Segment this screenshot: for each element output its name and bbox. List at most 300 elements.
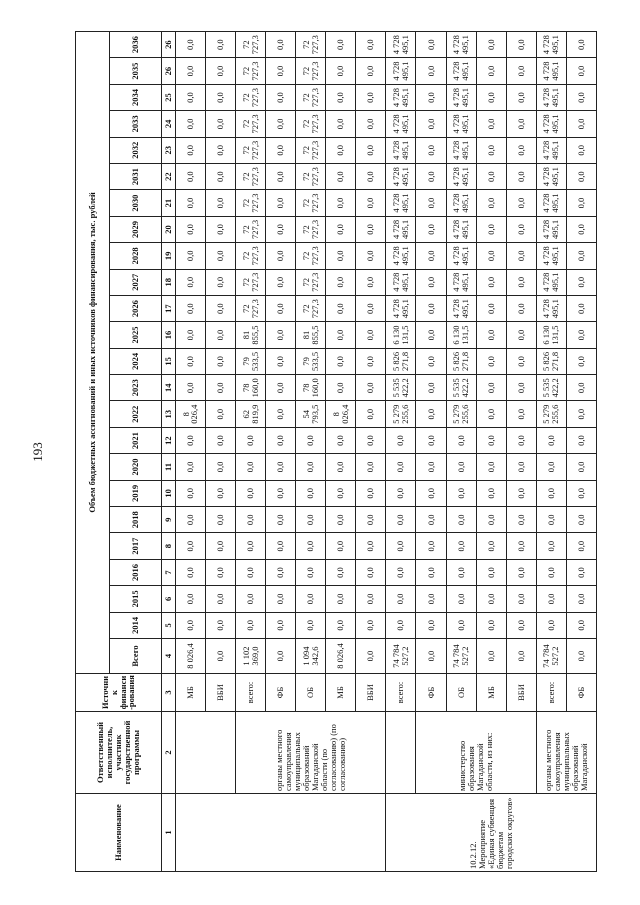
header-year: 2016 bbox=[110, 559, 162, 585]
row-year-value: 0,0 bbox=[506, 454, 536, 480]
row-year-value: 0,0 bbox=[506, 480, 536, 506]
header-year: 2035 bbox=[110, 58, 162, 84]
header-total: Всего bbox=[110, 639, 162, 674]
row-year-value: 0,0 bbox=[175, 111, 205, 137]
row-year-value: 0,0 bbox=[356, 454, 386, 480]
row-year-value: 0,0 bbox=[266, 216, 296, 242]
row-year-value: 4 728 495,1 bbox=[446, 243, 476, 269]
header-year: 2032 bbox=[110, 137, 162, 163]
row-year-value: 0,0 bbox=[326, 163, 356, 189]
row-year-value: 0,0 bbox=[356, 375, 386, 401]
budget-table-rotated bbox=[75, 32, 597, 872]
row-year-value: 0,0 bbox=[356, 533, 386, 559]
row-year-value: 72 727,3 bbox=[296, 295, 326, 321]
row-year-value: 0,0 bbox=[536, 533, 566, 559]
row-year-value: 0,0 bbox=[476, 559, 506, 585]
row-year-value: 0,0 bbox=[236, 559, 266, 585]
row-year-value: 0,0 bbox=[506, 375, 536, 401]
header-year: 2036 bbox=[110, 31, 162, 58]
row-source: ОБ bbox=[296, 674, 326, 712]
row-source: ФБ bbox=[266, 674, 296, 712]
row-year-value: 0,0 bbox=[566, 58, 596, 84]
header-year: 2021 bbox=[110, 427, 162, 453]
row-year-value: 72 727,3 bbox=[296, 269, 326, 295]
header-year: 2029 bbox=[110, 216, 162, 242]
column-number: 25 bbox=[162, 84, 176, 110]
row-year-value: 0,0 bbox=[236, 586, 266, 612]
row-year-value: 0,0 bbox=[476, 269, 506, 295]
row-year-value: 0,0 bbox=[175, 295, 205, 321]
row-year-value: 0,0 bbox=[356, 31, 386, 58]
row-year-value: 0,0 bbox=[416, 243, 446, 269]
row-year-value: 0,0 bbox=[266, 31, 296, 58]
row-year-value: 0,0 bbox=[476, 163, 506, 189]
row-year-value: 0,0 bbox=[476, 84, 506, 110]
row-year-value: 0,0 bbox=[416, 31, 446, 58]
row-year-value: 0,0 bbox=[266, 163, 296, 189]
row-year-value: 79 533,5 bbox=[236, 348, 266, 374]
row-total: 1 102 369,0 bbox=[236, 639, 266, 674]
row-year-value: 0,0 bbox=[476, 401, 506, 427]
row-year-value: 0,0 bbox=[266, 586, 296, 612]
row-year-value: 0,0 bbox=[416, 84, 446, 110]
row-year-value: 0,0 bbox=[506, 243, 536, 269]
row-year-value: 0,0 bbox=[386, 480, 416, 506]
row-year-value: 4 728 495,1 bbox=[386, 58, 416, 84]
row-year-value: 0,0 bbox=[296, 586, 326, 612]
row-year-value: 0,0 bbox=[476, 612, 506, 638]
row-year-value: 5 535 422,2 bbox=[386, 375, 416, 401]
row-year-value: 72 727,3 bbox=[236, 31, 266, 58]
row-year-value: 4 728 495,1 bbox=[536, 31, 566, 58]
row-year-value: 4 728 495,1 bbox=[386, 31, 416, 58]
header-year: 2014 bbox=[110, 612, 162, 638]
row-source: всего: bbox=[386, 674, 416, 712]
column-number: 6 bbox=[162, 586, 176, 612]
header-year: 2034 bbox=[110, 84, 162, 110]
row-year-value: 0,0 bbox=[566, 84, 596, 110]
row-year-value: 0,0 bbox=[326, 559, 356, 585]
row-total: 8 026,4 bbox=[175, 639, 205, 674]
row-year-value: 72 727,3 bbox=[236, 84, 266, 110]
row-year-value: 72 727,3 bbox=[236, 163, 266, 189]
column-number: 23 bbox=[162, 137, 176, 163]
row-year-value: 72 727,3 bbox=[296, 137, 326, 163]
row-year-value: 4 728 495,1 bbox=[536, 111, 566, 137]
row-executor: органы местного самоуправления муниципальных образований Магаданской bbox=[536, 712, 596, 794]
row-year-value: 0,0 bbox=[416, 559, 446, 585]
row-year-value: 0,0 bbox=[326, 454, 356, 480]
row-year-value: 0,0 bbox=[175, 322, 205, 348]
column-number: 26 bbox=[162, 31, 176, 58]
row-year-value: 0,0 bbox=[326, 348, 356, 374]
row-year-value: 6 130 131,5 bbox=[386, 322, 416, 348]
column-number: 18 bbox=[162, 269, 176, 295]
row-year-value: 0,0 bbox=[566, 295, 596, 321]
row-year-value: 0,0 bbox=[566, 427, 596, 453]
row-year-value: 6 130 131,5 bbox=[536, 322, 566, 348]
header-year: 2015 bbox=[110, 586, 162, 612]
row-year-value: 0,0 bbox=[506, 58, 536, 84]
row-year-value: 4 728 495,1 bbox=[386, 190, 416, 216]
header-year: 2023 bbox=[110, 375, 162, 401]
column-number: 19 bbox=[162, 243, 176, 269]
row-executor: органы местного самоуправления муниципальных образований Магаданской области (по согласованию) (по согласованию) bbox=[236, 712, 386, 794]
row-year-value: 0,0 bbox=[266, 84, 296, 110]
row-year-value: 0,0 bbox=[206, 507, 236, 533]
row-year-value: 4 728 495,1 bbox=[446, 190, 476, 216]
row-year-value: 4 728 495,1 bbox=[536, 163, 566, 189]
row-year-value: 0,0 bbox=[416, 427, 446, 453]
row-year-value: 72 727,3 bbox=[236, 58, 266, 84]
row-year-value: 0,0 bbox=[326, 31, 356, 58]
row-year-value: 5 279 255,6 bbox=[446, 401, 476, 427]
column-number: 10 bbox=[162, 480, 176, 506]
row-source: ФБ bbox=[566, 674, 596, 712]
row-year-value: 0,0 bbox=[356, 269, 386, 295]
row-year-value: 4 728 495,1 bbox=[446, 84, 476, 110]
row-source: МБ bbox=[326, 674, 356, 712]
row-total: 8 026,4 bbox=[326, 639, 356, 674]
row-total: 74 784 527,2 bbox=[536, 639, 566, 674]
row-year-value: 0,0 bbox=[566, 243, 596, 269]
row-year-value: 0,0 bbox=[416, 454, 446, 480]
column-number: 26 bbox=[162, 58, 176, 84]
row-year-value: 0,0 bbox=[356, 586, 386, 612]
row-year-value: 0,0 bbox=[296, 507, 326, 533]
row-year-value: 0,0 bbox=[206, 375, 236, 401]
row-year-value: 4 728 495,1 bbox=[536, 216, 566, 242]
row-year-value: 0,0 bbox=[236, 454, 266, 480]
row-year-value: 0,0 bbox=[356, 243, 386, 269]
row-year-value: 0,0 bbox=[266, 559, 296, 585]
row-year-value: 0,0 bbox=[476, 190, 506, 216]
row-year-value: 0,0 bbox=[175, 427, 205, 453]
row-year-value: 0,0 bbox=[416, 612, 446, 638]
row-year-value: 0,0 bbox=[175, 348, 205, 374]
column-number: 3 bbox=[162, 674, 176, 712]
row-year-value: 0,0 bbox=[416, 348, 446, 374]
row-year-value: 0,0 bbox=[536, 612, 566, 638]
row-year-value: 0,0 bbox=[566, 612, 596, 638]
page-number bbox=[28, 442, 48, 462]
column-number: 22 bbox=[162, 163, 176, 189]
row-year-value: 0,0 bbox=[506, 31, 536, 58]
row-year-value: 0,0 bbox=[386, 586, 416, 612]
row-year-value: 0,0 bbox=[326, 216, 356, 242]
row-year-value: 0,0 bbox=[566, 190, 596, 216]
column-number: 15 bbox=[162, 348, 176, 374]
row-year-value: 0,0 bbox=[266, 427, 296, 453]
column-number: 11 bbox=[162, 454, 176, 480]
column-number: 8 bbox=[162, 533, 176, 559]
row-year-value: 0,0 bbox=[326, 243, 356, 269]
row-year-value: 62 819,9 bbox=[236, 401, 266, 427]
row-year-value: 0,0 bbox=[266, 348, 296, 374]
row-source: всего: bbox=[536, 674, 566, 712]
row-year-value: 0,0 bbox=[326, 586, 356, 612]
row-year-value: 0,0 bbox=[416, 269, 446, 295]
row-year-value: 0,0 bbox=[356, 58, 386, 84]
row-year-value: 72 727,3 bbox=[296, 216, 326, 242]
row-year-value: 0,0 bbox=[476, 507, 506, 533]
row-year-value: 0,0 bbox=[386, 612, 416, 638]
row-year-value: 0,0 bbox=[536, 586, 566, 612]
row-executor bbox=[175, 712, 235, 794]
row-year-value: 4 728 495,1 bbox=[446, 295, 476, 321]
budget-table bbox=[75, 31, 597, 872]
row-year-value: 0,0 bbox=[175, 507, 205, 533]
row-year-value: 0,0 bbox=[326, 322, 356, 348]
row-year-value: 78 160,0 bbox=[296, 375, 326, 401]
row-year-value: 0,0 bbox=[416, 375, 446, 401]
row-source: ВБИ bbox=[206, 674, 236, 712]
row-year-value: 0,0 bbox=[416, 322, 446, 348]
header-name: Наименование bbox=[76, 794, 162, 872]
row-year-value: 0,0 bbox=[446, 559, 476, 585]
row-year-value: 0,0 bbox=[476, 31, 506, 58]
row-source: ОБ bbox=[446, 674, 476, 712]
row-year-value: 0,0 bbox=[476, 480, 506, 506]
row-year-value: 0,0 bbox=[536, 559, 566, 585]
row-total: 0,0 bbox=[566, 639, 596, 674]
row-year-value: 0,0 bbox=[206, 269, 236, 295]
row-year-value: 0,0 bbox=[446, 612, 476, 638]
row-year-value: 72 727,3 bbox=[236, 111, 266, 137]
row-year-value: 0,0 bbox=[206, 586, 236, 612]
row-year-value: 0,0 bbox=[236, 427, 266, 453]
row-year-value: 0,0 bbox=[175, 480, 205, 506]
header-year: 2030 bbox=[110, 190, 162, 216]
row-year-value: 0,0 bbox=[566, 454, 596, 480]
row-year-value: 4 728 495,1 bbox=[386, 216, 416, 242]
row-year-value: 0,0 bbox=[206, 322, 236, 348]
row-year-value: 72 727,3 bbox=[296, 31, 326, 58]
row-year-value: 0,0 bbox=[566, 480, 596, 506]
row-year-value: 0,0 bbox=[296, 559, 326, 585]
row-year-value: 0,0 bbox=[446, 533, 476, 559]
row-year-value: 0,0 bbox=[476, 348, 506, 374]
header-year: 2025 bbox=[110, 322, 162, 348]
row-year-value: 0,0 bbox=[175, 84, 205, 110]
row-year-value: 0,0 bbox=[266, 612, 296, 638]
row-total: 0,0 bbox=[476, 639, 506, 674]
table-row bbox=[236, 31, 266, 871]
row-year-value: 54 793,5 bbox=[296, 401, 326, 427]
row-year-value: 0,0 bbox=[446, 586, 476, 612]
row-year-value: 5 279 255,6 bbox=[386, 401, 416, 427]
row-year-value: 0,0 bbox=[476, 322, 506, 348]
row-total: 74 784 527,2 bbox=[446, 639, 476, 674]
row-year-value: 0,0 bbox=[566, 216, 596, 242]
row-year-value: 0,0 bbox=[506, 507, 536, 533]
row-year-value: 0,0 bbox=[566, 163, 596, 189]
row-source: ФБ bbox=[416, 674, 446, 712]
column-number: 2 bbox=[162, 712, 176, 794]
row-year-value: 6 130 131,5 bbox=[446, 322, 476, 348]
row-year-value: 0,0 bbox=[356, 401, 386, 427]
row-year-value: 0,0 bbox=[326, 111, 356, 137]
row-year-value: 0,0 bbox=[296, 612, 326, 638]
header-source: Источник финанси-рования bbox=[76, 674, 162, 712]
row-source: всего: bbox=[236, 674, 266, 712]
row-year-value: 0,0 bbox=[566, 31, 596, 58]
row-year-value: 0,0 bbox=[506, 111, 536, 137]
column-number: 24 bbox=[162, 111, 176, 137]
row-year-value: 4 728 495,1 bbox=[386, 295, 416, 321]
row-year-value: 0,0 bbox=[566, 137, 596, 163]
row-year-value: 4 728 495,1 bbox=[386, 137, 416, 163]
row-year-value: 0,0 bbox=[206, 533, 236, 559]
row-year-value: 0,0 bbox=[266, 401, 296, 427]
row-year-value: 0,0 bbox=[416, 216, 446, 242]
row-year-value: 0,0 bbox=[566, 348, 596, 374]
row-year-value: 0,0 bbox=[175, 190, 205, 216]
row-year-value: 0,0 bbox=[326, 58, 356, 84]
row-year-value: 0,0 bbox=[175, 163, 205, 189]
row-year-value: 72 727,3 bbox=[236, 243, 266, 269]
row-year-value: 4 728 495,1 bbox=[446, 58, 476, 84]
row-year-value: 72 727,3 bbox=[296, 84, 326, 110]
row-year-value: 4 728 495,1 bbox=[536, 58, 566, 84]
row-year-value: 0,0 bbox=[446, 454, 476, 480]
row-year-value: 0,0 bbox=[266, 533, 296, 559]
header-year: 2031 bbox=[110, 163, 162, 189]
row-year-value: 0,0 bbox=[326, 269, 356, 295]
row-year-value: 4 728 495,1 bbox=[446, 269, 476, 295]
row-year-value: 0,0 bbox=[266, 269, 296, 295]
row-year-value: 0,0 bbox=[506, 401, 536, 427]
column-number: 5 bbox=[162, 612, 176, 638]
row-year-value: 0,0 bbox=[416, 163, 446, 189]
row-year-value: 4 728 495,1 bbox=[446, 111, 476, 137]
row-year-value: 4 728 495,1 bbox=[386, 111, 416, 137]
row-name bbox=[175, 794, 385, 872]
row-year-value: 5 826 271,8 bbox=[446, 348, 476, 374]
column-number: 13 bbox=[162, 401, 176, 427]
row-year-value: 72 727,3 bbox=[296, 111, 326, 137]
row-year-value: 0,0 bbox=[206, 454, 236, 480]
row-source: ВБИ bbox=[506, 674, 536, 712]
table-row bbox=[416, 31, 446, 871]
row-total: 74 784 527,2 bbox=[386, 639, 416, 674]
row-year-value: 0,0 bbox=[416, 137, 446, 163]
row-year-value: 0,0 bbox=[175, 269, 205, 295]
row-year-value: 4 728 495,1 bbox=[446, 163, 476, 189]
row-year-value: 0,0 bbox=[506, 322, 536, 348]
row-total: 0,0 bbox=[356, 639, 386, 674]
row-executor bbox=[386, 712, 416, 794]
row-year-value: 0,0 bbox=[446, 427, 476, 453]
table-row bbox=[536, 31, 566, 871]
row-year-value: 0,0 bbox=[506, 84, 536, 110]
row-total: 0,0 bbox=[206, 639, 236, 674]
row-year-value: 0,0 bbox=[326, 427, 356, 453]
column-number: 9 bbox=[162, 507, 176, 533]
row-year-value: 0,0 bbox=[296, 480, 326, 506]
row-year-value: 81 855,5 bbox=[296, 322, 326, 348]
row-year-value: 0,0 bbox=[266, 137, 296, 163]
row-year-value: 81 855,5 bbox=[236, 322, 266, 348]
row-year-value: 4 728 495,1 bbox=[536, 269, 566, 295]
row-year-value: 0,0 bbox=[476, 295, 506, 321]
row-executor: министерство образования Магаданской области, из них: bbox=[416, 712, 536, 794]
column-number: 21 bbox=[162, 190, 176, 216]
row-year-value: 0,0 bbox=[446, 507, 476, 533]
row-year-value: 0,0 bbox=[356, 190, 386, 216]
row-year-value: 0,0 bbox=[206, 84, 236, 110]
row-year-value: 0,0 bbox=[206, 31, 236, 58]
row-year-value: 0,0 bbox=[476, 137, 506, 163]
row-total: 1 094 342,6 bbox=[296, 639, 326, 674]
row-year-value: 0,0 bbox=[266, 375, 296, 401]
row-year-value: 0,0 bbox=[506, 216, 536, 242]
row-year-value: 0,0 bbox=[416, 507, 446, 533]
row-year-value: 79 533,5 bbox=[296, 348, 326, 374]
row-year-value: 4 728 495,1 bbox=[446, 137, 476, 163]
row-year-value: 0,0 bbox=[386, 454, 416, 480]
row-year-value: 0,0 bbox=[206, 58, 236, 84]
row-year-value: 0,0 bbox=[416, 295, 446, 321]
row-year-value: 0,0 bbox=[506, 163, 536, 189]
row-year-value: 0,0 bbox=[326, 507, 356, 533]
table-row bbox=[175, 31, 205, 871]
row-year-value: 4 728 495,1 bbox=[386, 243, 416, 269]
row-year-value: 0,0 bbox=[416, 480, 446, 506]
row-year-value: 4 728 495,1 bbox=[386, 163, 416, 189]
row-year-value: 0,0 bbox=[356, 322, 386, 348]
row-year-value: 0,0 bbox=[506, 533, 536, 559]
header-year: 2024 bbox=[110, 348, 162, 374]
row-year-value: 72 727,3 bbox=[296, 243, 326, 269]
row-year-value: 0,0 bbox=[175, 375, 205, 401]
row-year-value: 0,0 bbox=[476, 58, 506, 84]
row-year-value: 0,0 bbox=[326, 612, 356, 638]
row-year-value: 0,0 bbox=[356, 480, 386, 506]
column-number: 1 bbox=[162, 794, 176, 872]
row-year-value: 4 728 495,1 bbox=[536, 243, 566, 269]
header-year: 2017 bbox=[110, 533, 162, 559]
row-year-value: 0,0 bbox=[566, 111, 596, 137]
row-source: МБ bbox=[175, 674, 205, 712]
row-year-value: 0,0 bbox=[175, 58, 205, 84]
row-year-value: 0,0 bbox=[566, 559, 596, 585]
row-year-value: 0,0 bbox=[206, 137, 236, 163]
row-year-value: 0,0 bbox=[356, 612, 386, 638]
row-year-value: 0,0 bbox=[386, 533, 416, 559]
row-year-value: 0,0 bbox=[236, 507, 266, 533]
row-year-value: 5 535 422,2 bbox=[446, 375, 476, 401]
row-year-value: 4 728 495,1 bbox=[536, 84, 566, 110]
header-year: 2026 bbox=[110, 295, 162, 321]
row-year-value: 0,0 bbox=[175, 243, 205, 269]
row-year-value: 0,0 bbox=[266, 480, 296, 506]
row-year-value: 0,0 bbox=[356, 216, 386, 242]
header-year: 2027 bbox=[110, 269, 162, 295]
row-year-value: 4 728 495,1 bbox=[446, 216, 476, 242]
column-number: 17 bbox=[162, 295, 176, 321]
row-year-value: 0,0 bbox=[566, 375, 596, 401]
row-year-value: 0,0 bbox=[326, 84, 356, 110]
row-year-value: 0,0 bbox=[266, 295, 296, 321]
row-year-value: 0,0 bbox=[356, 84, 386, 110]
row-year-value: 4 728 495,1 bbox=[446, 31, 476, 58]
row-year-value: 0,0 bbox=[266, 322, 296, 348]
row-year-value: 0,0 bbox=[356, 427, 386, 453]
row-year-value: 0,0 bbox=[536, 427, 566, 453]
row-year-value: 0,0 bbox=[266, 507, 296, 533]
row-year-value: 4 728 495,1 bbox=[536, 137, 566, 163]
